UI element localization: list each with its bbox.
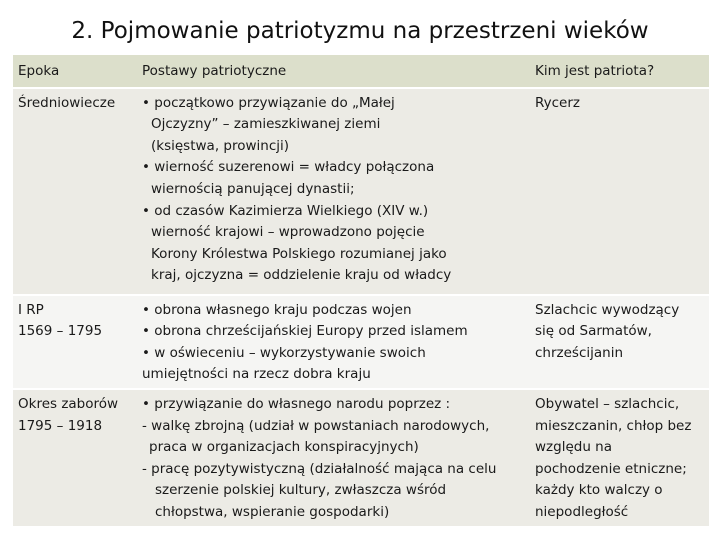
cell-attitudes <box>137 88 530 295</box>
cell-patriot <box>530 295 709 389</box>
cell-line: względu na <box>535 439 612 456</box>
table-row <box>13 295 709 389</box>
cell-attitudes <box>137 389 530 527</box>
cell-line: • wierność suzerenowi = władcy połączona <box>142 159 435 176</box>
cell-line: 1795 – 1918 <box>18 417 103 434</box>
cell-line: się od Sarmatów, <box>535 323 652 340</box>
cell-line: 1569 – 1795 <box>18 323 103 340</box>
page-title: 2. Pojmowanie patriotyzmu na przestrzeni wieków <box>71 18 649 44</box>
cell-line: • obrona chrześcijańskiej Europy przed islamem <box>142 323 468 340</box>
table-row <box>13 389 709 527</box>
cell-patriot <box>530 389 709 527</box>
cell-line: wierność krajowi – wprowadzono pojęcie <box>151 224 425 241</box>
cell-line: chrześcijanin <box>535 344 624 361</box>
table-header-row <box>13 55 709 88</box>
cell-line: kraj, ojczyzna = oddzielenie kraju od władcy <box>151 267 452 284</box>
cell-line: szerzenie polskiej kultury, zwłaszcza wśród <box>155 482 447 499</box>
cell-line: Szlachcic wywodzący <box>535 301 680 318</box>
cell-line: • obrona własnego kraju podczas wojen <box>142 301 412 318</box>
cell-line: I RP <box>18 301 44 318</box>
cell-line: mieszczanin, chłop bez <box>535 417 692 434</box>
table-row <box>13 88 709 295</box>
cell-line: Ojczyzny” – zamieszkiwanej ziemi <box>151 116 381 133</box>
cell-epoch <box>13 88 137 295</box>
cell-line: Średniowiecze <box>18 94 116 111</box>
cell-line: - pracę pozytywistyczną (działalność mająca na celu <box>142 460 497 477</box>
patriotism-table <box>13 55 709 528</box>
cell-attitudes <box>137 295 530 389</box>
cell-line: niepodległość <box>535 503 629 520</box>
cell-line: • początkowo przywiązanie do „Małej <box>142 94 395 111</box>
cell-line: • w oświeceniu – wykorzystywanie swoich <box>142 344 426 361</box>
cell-line: • przywiązanie do własnego narodu poprzez : <box>142 395 451 412</box>
cell-line: Obywatel – szlachcic, <box>535 395 680 412</box>
cell-line: - walkę zbrojną (udział w powstaniach narodowych, <box>142 417 490 434</box>
cell-line: wiernością panującej dynastii; <box>151 180 355 197</box>
cell-line: • od czasów Kazimierza Wielkiego (XIV w.) <box>142 202 429 219</box>
cell-patriot <box>530 88 709 295</box>
header-attitudes: Postawy patriotyczne <box>137 55 530 88</box>
cell-epoch <box>13 295 137 389</box>
header-epoch: Epoka <box>13 55 137 88</box>
cell-line: każdy kto walczy o <box>535 482 663 499</box>
cell-line: (księstwa, prowincji) <box>151 137 290 154</box>
cell-line: chłopstwa, wspieranie gospodarki) <box>155 503 390 520</box>
cell-line: praca w organizacjach konspiracyjnych) <box>149 439 419 456</box>
cell-line: Rycerz <box>535 94 580 111</box>
header-patriot: Kim jest patriota? <box>530 55 709 88</box>
cell-line: umiejętności na rzecz dobra kraju <box>142 366 371 383</box>
cell-epoch <box>13 389 137 527</box>
cell-line: Okres zaborów <box>18 395 119 412</box>
cell-line: pochodzenie etniczne; <box>535 460 687 477</box>
cell-line: Korony Królestwa Polskiego rozumianej jako <box>151 245 447 262</box>
